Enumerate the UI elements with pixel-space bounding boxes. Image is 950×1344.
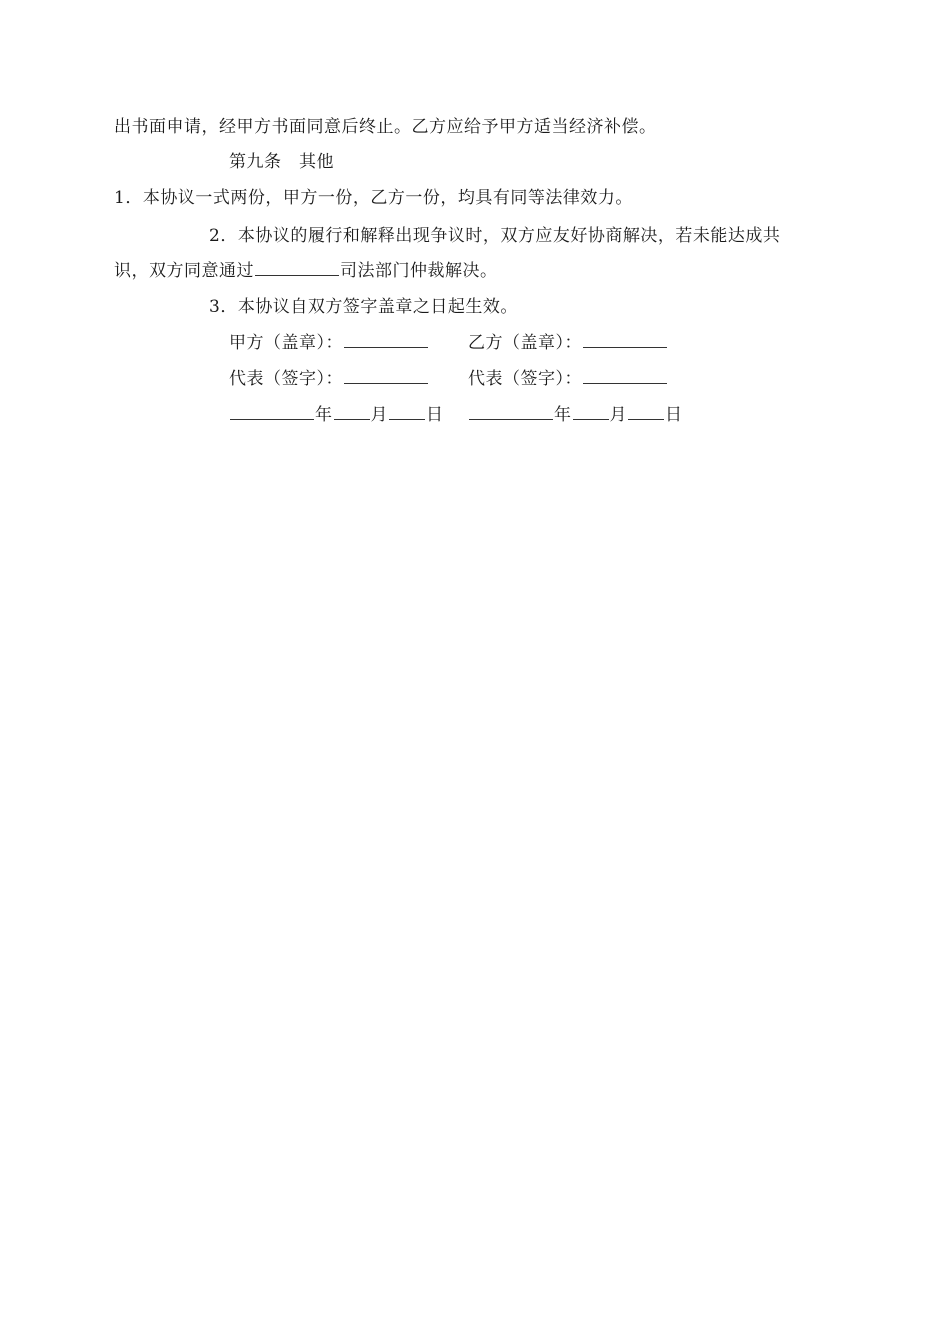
clause-2-line-1: 2．本协议的履行和解释出现争议时，双方应友好协商解决，若未能达成共 bbox=[209, 226, 781, 246]
arbitration-body-blank[interactable] bbox=[255, 261, 339, 276]
party-a-seal-blank[interactable] bbox=[344, 333, 428, 348]
date-b bbox=[468, 404, 683, 426]
rep-a-sign bbox=[229, 368, 429, 390]
party-b-seal-label: 乙方（盖章）： bbox=[468, 333, 582, 353]
party-a-seal-label: 甲方（盖章）： bbox=[229, 333, 343, 353]
party-a-seal bbox=[229, 332, 429, 354]
year-label: 年 bbox=[315, 405, 333, 425]
date-b-year-blank[interactable] bbox=[469, 405, 553, 420]
date-b-month-blank[interactable] bbox=[573, 405, 609, 420]
rep-a-sign-label: 代表（签字）： bbox=[229, 369, 343, 389]
clause-1: 1．本协议一式两份，甲方一份，乙方一份，均具有同等法律效力。 bbox=[114, 188, 633, 208]
day-label: 日 bbox=[426, 405, 444, 425]
day-label: 日 bbox=[665, 405, 683, 425]
clause-3: 3．本协议自双方签字盖章之日起生效。 bbox=[209, 297, 518, 317]
month-label: 月 bbox=[370, 405, 388, 425]
party-b-seal-blank[interactable] bbox=[583, 333, 667, 348]
clause-2-text-after-blank: 司法部门仲裁解决。 bbox=[340, 261, 498, 281]
rep-a-sign-blank[interactable] bbox=[344, 369, 428, 384]
party-b-seal bbox=[468, 332, 668, 354]
month-label: 月 bbox=[609, 405, 627, 425]
signature-row-seal bbox=[229, 332, 582, 354]
date-a-year-blank[interactable] bbox=[230, 405, 314, 420]
date-a-month-blank[interactable] bbox=[334, 405, 370, 420]
clause-2-line-2 bbox=[114, 260, 498, 282]
rep-b-sign bbox=[468, 368, 668, 390]
date-b-day-blank[interactable] bbox=[628, 405, 664, 420]
signature-row-date bbox=[229, 404, 683, 426]
article-9-title: 第九条 其他 bbox=[229, 152, 334, 172]
date-a bbox=[229, 404, 444, 426]
rep-b-sign-label: 代表（签字）： bbox=[468, 369, 582, 389]
date-a-day-blank[interactable] bbox=[389, 405, 425, 420]
clause-2-text-before-blank: 识，双方同意通过 bbox=[114, 261, 254, 281]
paragraph-termination: 出书面申请，经甲方书面同意后终止。乙方应给予甲方适当经济补偿。 bbox=[114, 117, 657, 137]
rep-b-sign-blank[interactable] bbox=[583, 369, 667, 384]
year-label: 年 bbox=[554, 405, 572, 425]
signature-row-representative bbox=[229, 368, 582, 390]
